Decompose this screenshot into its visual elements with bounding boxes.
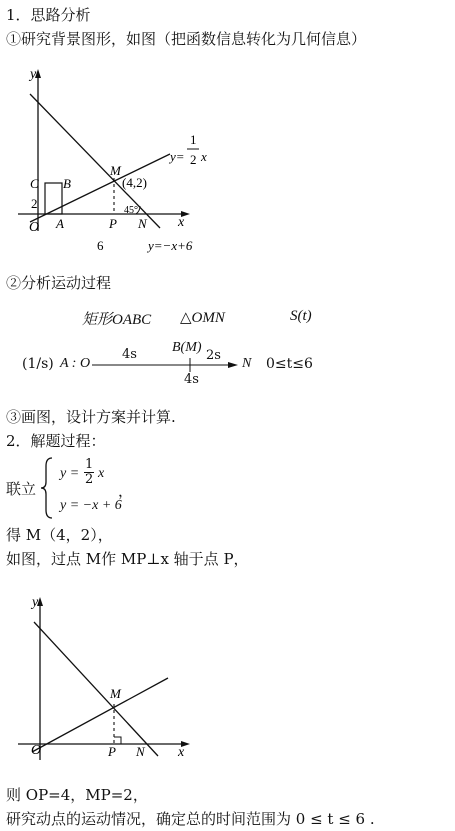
label-n-2: N bbox=[136, 744, 145, 759]
motion-end-n: N bbox=[242, 356, 252, 371]
step2-text: ②分析运动过程 bbox=[6, 274, 112, 292]
step3-text: ③画图，设计方案并计算. bbox=[6, 408, 176, 426]
system-brace bbox=[40, 456, 56, 520]
timeline-arrow-head bbox=[228, 362, 238, 368]
motion-col-rectangle: 矩形OABC bbox=[82, 312, 152, 328]
eq1-fraction bbox=[84, 458, 94, 487]
label-x: x bbox=[178, 215, 185, 230]
line-neg-x-plus-6-2 bbox=[34, 622, 158, 756]
step1-text: ①研究背景图形，如图（把函数信息转化为几何信息） bbox=[6, 30, 367, 48]
label-m: M bbox=[110, 163, 121, 178]
system-suffix: ， bbox=[118, 482, 134, 500]
label-six: 6 bbox=[97, 238, 104, 253]
label-m-2: M bbox=[110, 686, 121, 701]
label-y: y bbox=[30, 67, 37, 82]
motion-col-triangle: △OMN bbox=[180, 310, 225, 326]
eq2: y = −x + 6 bbox=[60, 498, 122, 513]
motion-time-third: 4s bbox=[184, 372, 199, 387]
system-prefix: 联立 bbox=[6, 480, 37, 498]
figure-background-graph bbox=[0, 56, 240, 256]
line-half-x-2 bbox=[32, 678, 168, 752]
label-m-coordinates: (4,2) bbox=[122, 175, 147, 190]
line1-label-denominator: 2 bbox=[190, 152, 197, 167]
heading-analysis: 1．思路分析 bbox=[6, 6, 91, 24]
lengths-text: 则 OP=4，MP=2， bbox=[6, 786, 148, 804]
result-m-text: 得 M（4，2）， bbox=[6, 526, 113, 544]
motion-time-first: 4s bbox=[122, 347, 137, 362]
eq1-rhs: x bbox=[98, 466, 105, 481]
label-a: A bbox=[56, 216, 64, 231]
line-half-x bbox=[30, 154, 170, 222]
perpendicular-text: 如图，过点 M作 MP⊥x 轴于点 P， bbox=[6, 550, 249, 568]
label-two: 2 bbox=[31, 196, 38, 211]
label-p-2: P bbox=[108, 744, 116, 759]
eq1-lhs: y = bbox=[60, 466, 80, 481]
label-y-2: y bbox=[32, 595, 39, 610]
eq1-numerator: 1 bbox=[85, 457, 94, 472]
heading-solution: 2．解题过程： bbox=[6, 432, 106, 450]
motion-speed: (1/s) bbox=[22, 356, 54, 372]
label-origin: O bbox=[29, 220, 40, 235]
line1-label-suffix: x bbox=[201, 149, 207, 164]
line1-label-numerator: 1 bbox=[190, 132, 197, 147]
right-angle-mark bbox=[114, 737, 121, 744]
motion-time-second: 2s bbox=[206, 348, 221, 363]
figure-perpendicular-graph bbox=[0, 584, 240, 768]
line-neg-x-plus-6 bbox=[30, 94, 160, 228]
motion-midpoint: B(M) bbox=[172, 340, 202, 355]
label-c: C bbox=[30, 176, 39, 191]
conclusion-text: 研究动点的运动情况，确定总的时间范围为 0 ≤ t ≤ 6 . bbox=[6, 810, 375, 828]
label-p: P bbox=[109, 216, 117, 231]
line1-label-prefix: y= bbox=[170, 149, 185, 164]
rectangle-oabc bbox=[45, 183, 62, 214]
motion-path-start: A : O bbox=[60, 356, 91, 371]
label-45-degrees: 45° bbox=[124, 205, 138, 216]
motion-col-area: S(t) bbox=[290, 308, 312, 324]
motion-time-range: 0≤t≤6 bbox=[266, 356, 313, 372]
line2-label: y=−x+6 bbox=[148, 238, 193, 253]
label-n: N bbox=[138, 216, 147, 231]
label-x-2: x bbox=[178, 745, 185, 760]
eq1-denominator: 2 bbox=[85, 472, 94, 487]
label-b: B bbox=[63, 176, 71, 191]
label-origin-2: O bbox=[31, 743, 42, 758]
